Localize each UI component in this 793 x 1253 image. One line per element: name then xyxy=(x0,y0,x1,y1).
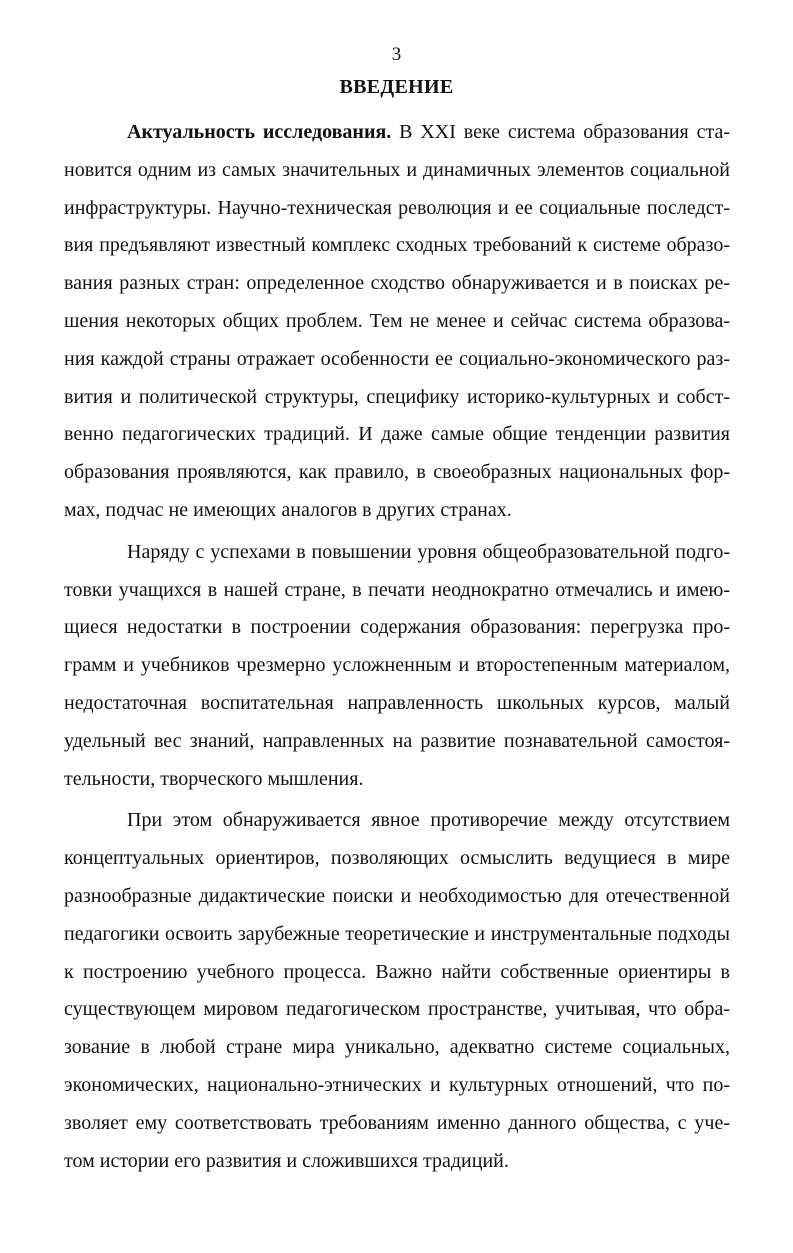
paragraph-shortcomings: Наряду с успехами в повышении уровня общеобразовательной подготовки учащихся в нашей стране, в печати неоднократно отмечались и имеющиеся недостатки в построении содержания образования: перегрузка программ и учебников чрезмерно усложненным и второстепенным материалом, недостаточная воспитательная направленность школьных курсов, малый удельный вес знаний, направленных на развитие познавательной самостоятельности, творческого мышления. xyxy=(64,540,730,790)
paragraph-relevance xyxy=(64,114,730,530)
document-body xyxy=(64,114,730,1180)
section-heading: ВВЕДЕНИЕ xyxy=(339,76,454,98)
page-number: 3 xyxy=(391,44,402,65)
paragraph-text: В XXI веке система образования становится одним из самых значительных и динамичных элементов социальной инфраструктуры. Научно-техническая революция и ее социальные последствия предъявляют известный комплекс сходных требований к системе образования разных стран: определенное сходство обнаруживается и в поисках решения некоторых общих проблем. Тем не менее и сейчас система образования каждой страны отражает особенности ее социально-экономического развития и политической структуры, специфику историко-культурных и собственно педагогических традиций. И даже самые общие тенденции развития образования проявляются, как правило, в своеобразных национальных формах, подчас не имеющих аналогов в других странах. xyxy=(64,121,730,521)
paragraph-lead: Актуальность исследования. xyxy=(127,121,392,143)
paragraph-contradiction: При этом обнаруживается явное противоречие между отсутствием концептуальных ориентиров, позволяющих осмыслить ведущиеся в мире разнообразные дидактические поиски и необходимостью для отечественной педагогики освоить зарубежные теоретические и инструментальные подходы к построению учебного процесса. Важно найти собственные ориентиры в существующем мировом педагогическом пространстве, учитывая, что образование в любой стране мира уникально, адекватно системе социальных, экономических, национально-этнических и культурных отношений, что позволяет ему соответствовать требованиям именно данного общества, с учетом истории его развития и сложившихся традиций. xyxy=(64,809,730,1172)
